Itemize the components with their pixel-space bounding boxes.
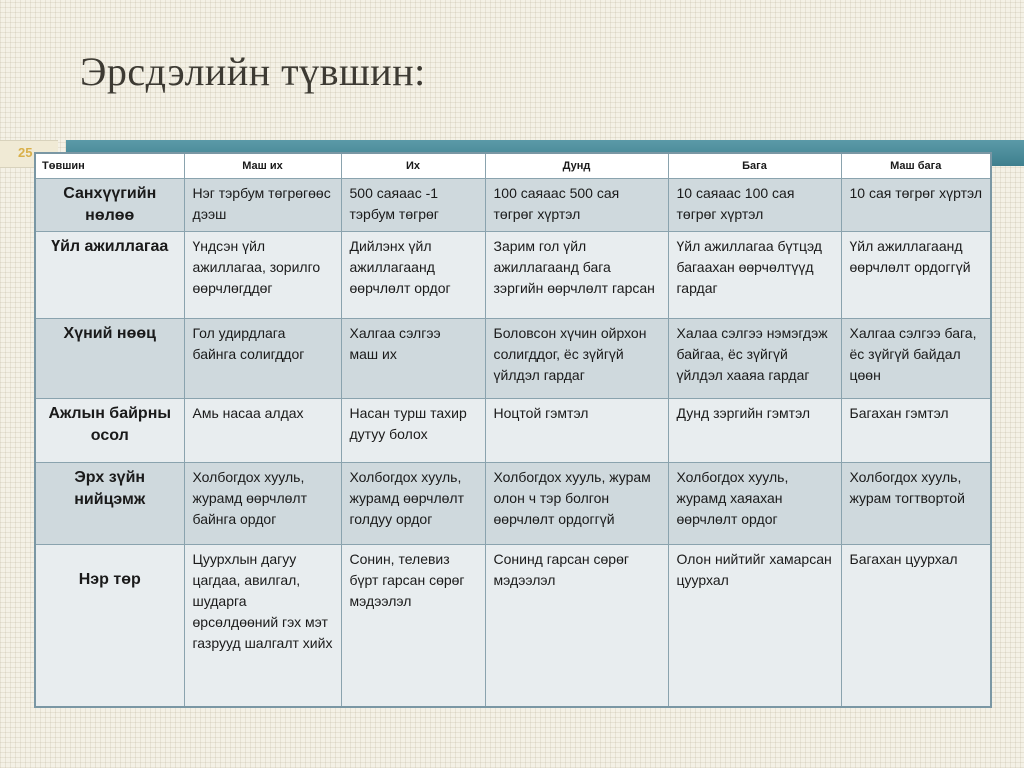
- cell-text: Холбогдох хууль, журамд хаяахан өөрчлөлт ордог: [676, 469, 789, 527]
- cell-text: Холбогдох хууль, журам олон ч тэр болгон өөрчлөлт ордоггүй: [493, 469, 651, 527]
- row-header: Хүний нөөц: [35, 319, 184, 399]
- page-number: 25: [18, 145, 33, 160]
- cell-text: Нэг тэрбум төгрөгөөс дээш: [192, 185, 331, 222]
- cell-text: Үйл ажиллагаа бүтцэд багаахан өөрчөлтүүд гардаг: [676, 238, 822, 296]
- table-cell: [841, 179, 991, 232]
- table-cell: [184, 232, 341, 319]
- row-header: Нэр төр: [35, 545, 184, 708]
- cell-text: Холбогдох хууль, журам тогтвортой: [849, 469, 965, 506]
- table-cell: [485, 179, 668, 232]
- row-header: Санхүүгийн нөлөө: [35, 179, 184, 232]
- table-cell: [341, 179, 485, 232]
- table-cell: [485, 399, 668, 463]
- column-header-low: Бага: [668, 153, 841, 179]
- table-cell: [184, 179, 341, 232]
- table-header-row: [35, 153, 991, 179]
- table-cell: [341, 399, 485, 463]
- table-cell: [184, 319, 341, 399]
- slide-title: Эрсдэлийн түвшин:: [80, 49, 426, 94]
- cell-text: Сонинд гарсан сөрөг мэдээлэл: [493, 551, 629, 588]
- table-cell: [668, 545, 841, 708]
- cell-text: Сонин, телевиз бүрт гарсан сөрөг мэдээлэл: [349, 551, 465, 609]
- table-cell: [341, 232, 485, 319]
- column-header-very-low: Маш бага: [841, 153, 991, 179]
- row-header: Үйл ажиллагаа: [35, 232, 184, 319]
- cell-text: 10 саяаас 100 сая төгрөг хүртэл: [676, 185, 795, 222]
- table-cell: [485, 232, 668, 319]
- table-cell: [184, 463, 341, 545]
- table-cell: [841, 319, 991, 399]
- table-row-financial-impact: [35, 179, 991, 232]
- column-header-level: Төвшин: [35, 153, 184, 179]
- cell-text: Халгаа сэлгээ бага, ёс зүйгүй байдал цөөн: [849, 325, 977, 383]
- table-row-reputation: [35, 545, 991, 708]
- risk-level-table: [34, 152, 992, 708]
- cell-text: 500 саяаас -1 тэрбум төгрөг: [349, 185, 439, 222]
- row-header: Ажлын байрны осол: [35, 399, 184, 463]
- cell-text: Холбогдох хууль, журамд өөрчлөлт голдуу ордог: [349, 469, 465, 527]
- cell-text: Зарим гол үйл ажиллагаанд бага зэргийн өөрчлөлт гарсан: [493, 238, 655, 296]
- table-cell: [841, 463, 991, 545]
- table-cell: [341, 463, 485, 545]
- table-cell: [841, 545, 991, 708]
- table-cell: [668, 319, 841, 399]
- table-row-workplace-accident: [35, 399, 991, 463]
- cell-text: Насан турш тахир дутуу болох: [349, 405, 467, 442]
- table-cell: [668, 232, 841, 319]
- table-cell: [341, 545, 485, 708]
- cell-text: Багахан гэмтэл: [849, 405, 949, 421]
- cell-text: 100 саяаас 500 сая төгрөг хүртэл: [493, 185, 620, 222]
- table-row-legal-compliance: [35, 463, 991, 545]
- cell-text: Багахан цуурхал: [849, 551, 958, 567]
- cell-text: Гол удирдлага байнга солигддог: [192, 325, 305, 362]
- cell-text: Халаа сэлгээ нэмэгдэж байгаа, ёс зүйгүй үйлдэл хааяа гардаг: [676, 325, 828, 383]
- cell-text: Холбогдох хууль, журамд өөрчлөлт байнга ордог: [192, 469, 308, 527]
- table-cell: [668, 463, 841, 545]
- cell-text: Амь насаа алдах: [192, 405, 304, 421]
- table-cell: [485, 319, 668, 399]
- cell-text: Олон нийтийг хамарсан цуурхал: [676, 551, 832, 588]
- table-cell: [485, 463, 668, 545]
- table-cell: [485, 545, 668, 708]
- cell-text: 10 сая төгрөг хүртэл: [849, 185, 982, 201]
- column-header-very-high: Маш их: [184, 153, 341, 179]
- table-cell: [184, 399, 341, 463]
- table-row-operations: [35, 232, 991, 319]
- table-cell: [184, 545, 341, 708]
- table-cell: [841, 232, 991, 319]
- cell-text: Цуурхлын дагуу цагдаа, авилгал, шударга өрсөлдөөний гэх мэт газрууд шалгалт хийх: [192, 551, 333, 651]
- table-cell: [341, 319, 485, 399]
- cell-text: Дийлэнх үйл ажиллагаанд өөрчлөлт ордог: [349, 238, 451, 296]
- table-cell: [841, 399, 991, 463]
- table-row-human-resources: [35, 319, 991, 399]
- cell-text: Үндсэн үйл ажиллагаа, зорилго өөрчлөгддөг: [192, 238, 321, 296]
- table-cell: [668, 399, 841, 463]
- cell-text: Дунд зэргийн гэмтэл: [676, 405, 811, 421]
- cell-text: Халгаа сэлгээ маш их: [349, 325, 441, 362]
- column-header-medium: Дунд: [485, 153, 668, 179]
- cell-text: Боловсон хүчин ойрхон солигддог, ёс зүйгүй үйлдэл гардаг: [493, 325, 647, 383]
- cell-text: Үйл ажиллагаанд өөрчлөлт ордоггүй: [849, 238, 971, 275]
- row-header: Эрх зүйн нийцэмж: [35, 463, 184, 545]
- cell-text: Ноцтой гэмтэл: [493, 405, 589, 421]
- column-header-high: Их: [341, 153, 485, 179]
- table-cell: [668, 179, 841, 232]
